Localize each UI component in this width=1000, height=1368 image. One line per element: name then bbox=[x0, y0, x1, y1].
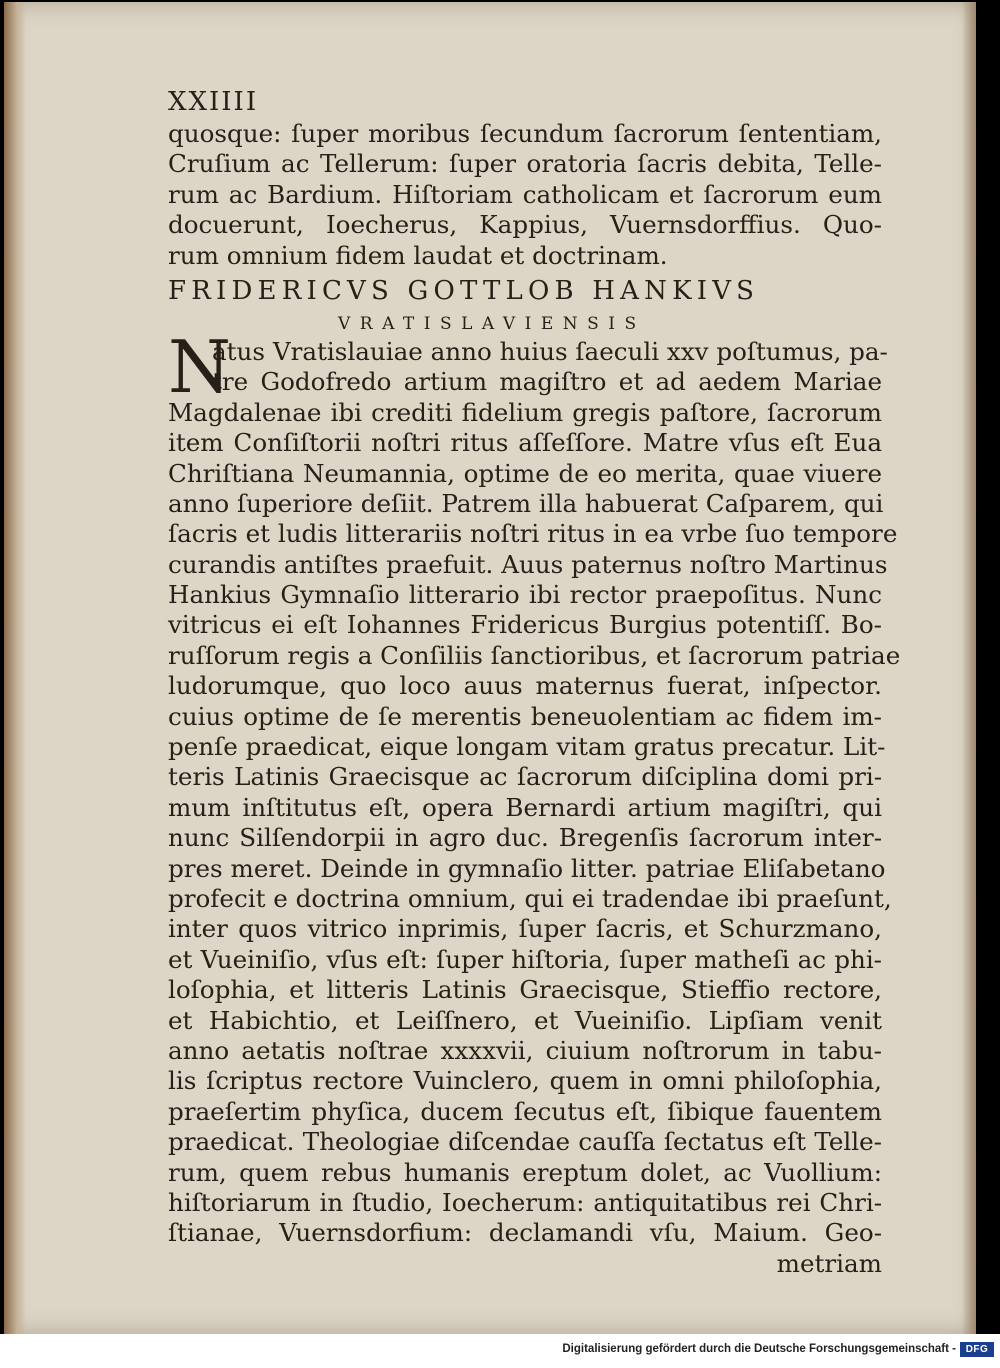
text-line: hiſtoriarum in ſtudio, Ioecherum: antiquitatibus rei Chri- bbox=[168, 1187, 882, 1217]
text-line: quosque: ſuper moribus ſecundum ſacrorum ſententiam, bbox=[168, 119, 882, 148]
drop-cap: N bbox=[168, 324, 231, 409]
page-number: XXIIII bbox=[168, 87, 259, 117]
text-line: lis ſcriptus rectore Vuinclero, quem in omni philoſophia, bbox=[168, 1066, 882, 1096]
text-line: ruſſorum regis a Conſiliis ſanctioribus, et ſacrorum patriae bbox=[168, 640, 901, 670]
text-line: vitricus ei eſt Iohannes Fridericus Burgius potentiſſ. Bo- bbox=[168, 610, 882, 640]
intro-paragraph bbox=[168, 119, 882, 271]
digitization-footer bbox=[0, 1334, 1000, 1368]
text-line: inter quos vitrico inprimis, ſuper ſacris, et Schurzmano, bbox=[168, 914, 882, 944]
text-line: Magdalenae ibi crediti fidelium gregis paſtore, ſacrorum bbox=[168, 397, 882, 427]
text-line: penſe praedicat, eique longam vitam gratus precatur. Lit- bbox=[168, 732, 886, 762]
text-line: profecit e doctrina omnium, qui ei tradendae ibi praeſunt, bbox=[168, 883, 892, 913]
text-line: loſophia, et litteris Latinis Graecisque, Stieffio rectore, bbox=[168, 975, 882, 1005]
text-line: et Vueiniſio, vſus eſt: ſuper hiſtoria, ſuper matheſi ac phi- bbox=[168, 944, 882, 974]
text-line: Chriſtiana Neumannia, optime de eo merita, quae viuere bbox=[168, 458, 882, 488]
funding-credit: Digitalisierung gefördert durch die Deutsche Forschungsgemeinschaft - bbox=[562, 1343, 956, 1355]
text-line: ludorumque, quo loco auus maternus fuerat, inſpector. bbox=[168, 671, 882, 701]
section-heading: FRIDERICVS GOTTLOB HANKIVS bbox=[168, 275, 760, 306]
text-line: curandis antiſtes praefuit. Auus paternus noſtro Martinus bbox=[168, 549, 888, 579]
text-line: anno ſuperiore deſiit. Patrem illa habuerat Caſparem, qui bbox=[168, 488, 884, 518]
book-page bbox=[4, 2, 976, 1334]
text-line: Hankius Gymnaſio litterario ibi rector praepoſitus. Nunc bbox=[168, 580, 882, 610]
text-line: item Conſiſtorii noſtri ritus aſſeſſore. Matre vſus eſt Eua bbox=[168, 428, 882, 458]
text-line: praeſertim phyſica, ducem ſecutus eſt, ſibique fauentem bbox=[168, 1096, 882, 1126]
dfg-logo: DFG bbox=[960, 1342, 994, 1357]
page-binding-shadow bbox=[4, 2, 26, 1334]
text-line: anno aetatis noſtrae xxxxvii, ciuium noſtrorum in tabu- bbox=[168, 1035, 882, 1065]
text-line: atus Vratislauiae anno huius ſaeculi xxv poſtumus, pa- bbox=[212, 336, 888, 366]
text-line: ſtianae, Vuernsdorfium: declamandi vſu, Maium. Geo- bbox=[168, 1218, 882, 1248]
catchword: metriam bbox=[776, 1248, 882, 1278]
biography-paragraph bbox=[168, 324, 901, 1249]
section-subheading: VRATISLAVIENSIS bbox=[338, 313, 646, 334]
text-line: praedicat. Theologiae diſcendae cauſſa ſectatus eſt Telle- bbox=[168, 1127, 882, 1157]
text-line: rum omnium fidem laudat et doctrinam. bbox=[168, 240, 668, 270]
text-line: teris Latinis Graecisque ac ſacrorum diſciplina domi pri- bbox=[168, 762, 882, 792]
text-line: tre Godofredo artium magiſtro et ad aedem Mariae bbox=[212, 367, 882, 397]
page-edge bbox=[962, 2, 976, 1334]
text-line: pres meret. Deinde in gymnaſio litter. patriae Eliſabetano bbox=[168, 853, 886, 883]
page-text-block bbox=[168, 86, 901, 1279]
text-line: rum ac Bardium. Hiſtoriam catholicam et ſacrorum eum bbox=[168, 179, 882, 209]
text-line: mum inſtitutus eſt, opera Bernardi artium magiſtri, qui bbox=[168, 792, 882, 822]
text-line: nunc Silſendorpii in agro duc. Bregenſis ſacrorum inter- bbox=[168, 823, 882, 853]
text-line: rum, quem rebus humanis ereptum dolet, ac Vuollium: bbox=[168, 1157, 882, 1187]
text-line: cuius optime de ſe merentis beneuolentiam ac fidem im- bbox=[168, 701, 882, 731]
text-line: docuerunt, Ioecherus, Kappius, Vuernsdorffius. Quo- bbox=[168, 210, 882, 240]
text-line: ſacris et ludis litterariis noſtri ritus in ea vrbe ſuo tempore bbox=[168, 519, 898, 549]
text-line: Cruſium ac Tellerum: ſuper oratoria ſacris debita, Telle- bbox=[168, 149, 882, 179]
text-line: et Habichtio, et Leiſſnero, et Vueiniſio. Lipſiam venit bbox=[168, 1005, 882, 1035]
